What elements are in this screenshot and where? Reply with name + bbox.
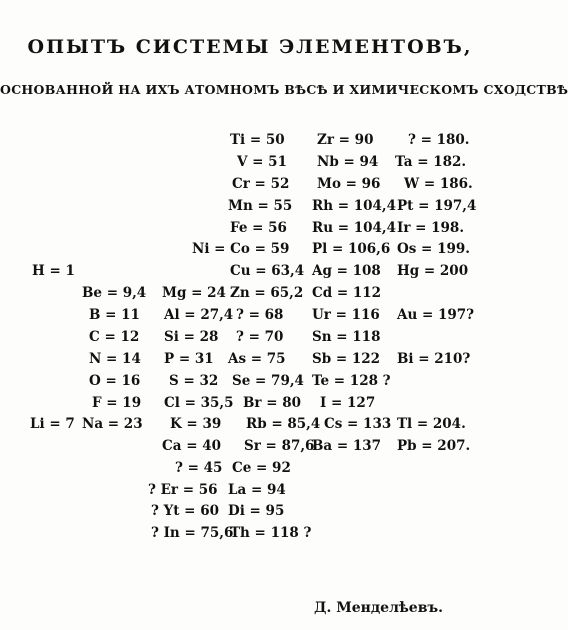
element-entry: ? Er = 56 [148,482,218,498]
element-entry: Th = 118 ? [230,525,312,541]
element-entry: Si = 28 [164,329,219,345]
element-entry: Br = 80 [243,395,302,411]
element-entry: Fe = 56 [230,220,287,236]
element-entry: Di = 95 [228,503,285,519]
author-signature: Д. Менделѣевъ. [314,600,444,616]
element-entry: Ag = 108 [312,263,381,279]
element-entry: Mo = 96 [317,176,381,192]
element-entry: Ba = 137 [312,438,382,454]
element-entry: N = 14 [89,351,141,367]
element-entry: ? = 70 [236,329,284,345]
element-entry: Ti = 50 [230,132,285,148]
element-entry: Li = 7 [30,416,75,432]
element-entry: Na = 23 [82,416,143,432]
element-entry: Hg = 200 [397,263,469,279]
element-entry: Pl = 106,6 [312,241,391,257]
element-entry: ? = 68 [236,307,284,323]
element-entry: Ta = 182. [395,154,467,170]
element-entry: As = 75 [228,351,286,367]
element-entry: ? In = 75,6 [151,525,234,541]
element-entry: Ce = 92 [232,460,291,476]
element-entry: Ru = 104,4 [312,220,397,236]
element-entry: Mg = 24 [162,285,226,301]
element-entry: Os = 199. [397,241,470,257]
element-entry: K = 39 [170,416,222,432]
element-entry: Au = 197? [397,307,475,323]
element-entry: O = 16 [89,373,141,389]
element-entry: W = 186. [404,176,473,192]
element-entry: Tl = 204. [397,416,466,432]
element-entry: Bi = 210? [397,351,471,367]
element-entry: B = 11 [89,307,140,323]
element-entry: Rb = 85,4 [246,416,321,432]
element-entry: ? = 45 [175,460,223,476]
element-entry: Zn = 65,2 [230,285,304,301]
page-title: ОПЫТЪ СИСТЕМЫ ЭЛЕМЕНТОВЪ, [27,36,473,58]
element-entry: P = 31 [164,351,214,367]
element-entry: F = 19 [92,395,142,411]
element-entry: H = 1 [32,263,75,279]
element-entry: Ca = 40 [162,438,221,454]
element-entry: Se = 79,4 [232,373,304,389]
element-entry: La = 94 [228,482,286,498]
element-entry: Mn = 55 [228,198,293,214]
element-entry: V = 51 [237,154,287,170]
element-entry: Te = 128 ? [312,373,391,389]
element-entry: Rh = 104,4 [312,198,397,214]
element-entry: Ur = 116 [312,307,380,323]
element-entry: Cd = 112 [312,285,382,301]
element-entry: Ir = 198. [397,220,465,236]
element-entry: I = 127 [320,395,376,411]
element-entry: ? Yt = 60 [151,503,219,519]
page-subtitle: ОСНОВАННОЙ НА ИХЪ АТОМНОМЪ ВѢСѢ И ХИМИЧЕСКОМЪ СХОДСТВѢ [0,82,568,97]
element-entry: Pt = 197,4 [397,198,477,214]
element-entry: C = 12 [89,329,140,345]
element-entry: Nb = 94 [317,154,379,170]
element-entry: Cu = 63,4 [230,263,305,279]
element-entry: Ni = Co = 59 [192,241,290,257]
element-entry: Cl = 35,5 [164,395,234,411]
element-entry: Sn = 118 [312,329,381,345]
element-entry: Pb = 207. [397,438,471,454]
element-entry: Zr = 90 [317,132,374,148]
element-entry: Be = 9,4 [82,285,147,301]
element-entry: ? = 180. [408,132,470,148]
element-entry: Cr = 52 [232,176,290,192]
element-entry: Sr = 87,6 [244,438,315,454]
element-entry: Al = 27,4 [164,307,234,323]
element-entry: S = 32 [169,373,219,389]
element-entry: Sb = 122 [312,351,381,367]
element-entry: Cs = 133 [324,416,392,432]
